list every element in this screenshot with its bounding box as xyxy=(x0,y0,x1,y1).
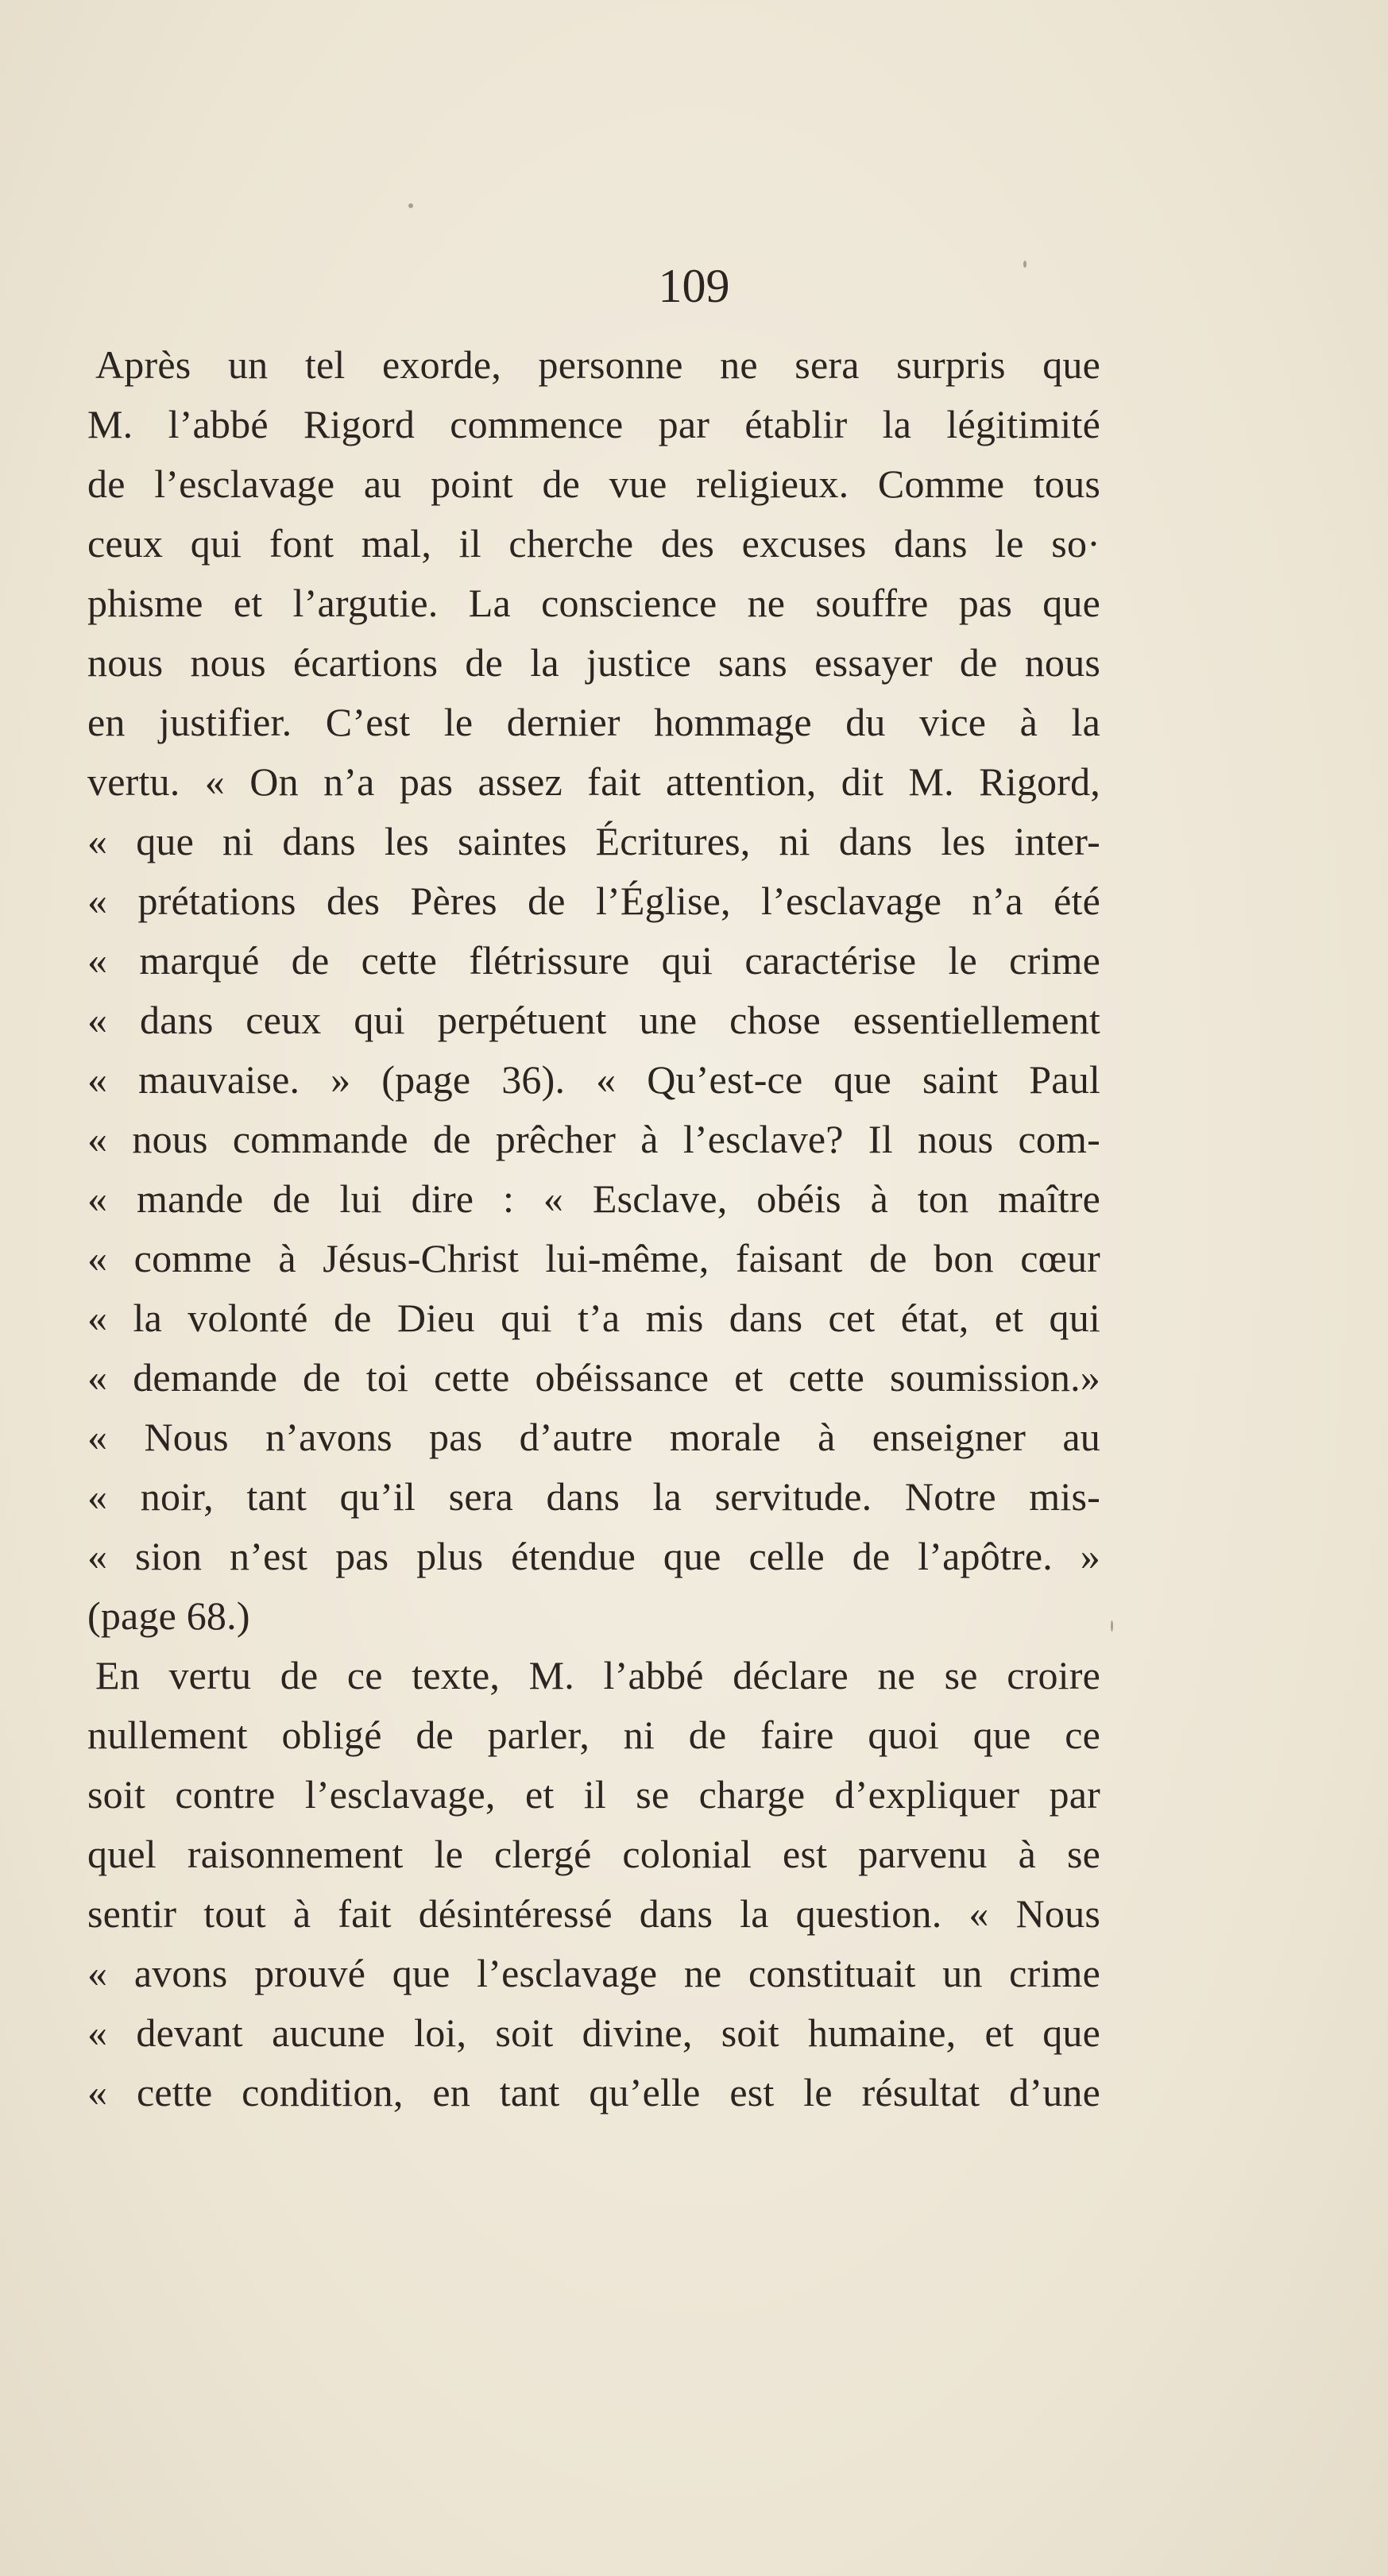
text-line: (page 68.) xyxy=(87,1593,250,1638)
text-line: de l’esclavage au point de vue religieux. Comme tous xyxy=(87,462,1100,506)
text-line: « prétations des Pères de l’Église, l’esclavage n’a été xyxy=(87,879,1100,923)
text-line: « marqué de cette flétrissure qui caractérise le crime xyxy=(87,938,1100,983)
text-line: « cette condition, en tant qu’elle est le résultat d’une xyxy=(87,2070,1100,2114)
text-line: « mauvaise. » (page 36). « Qu’est-ce que saint Paul xyxy=(87,1057,1100,1102)
text-line: en justifier. C’est le dernier hommage du vice à la xyxy=(87,700,1100,744)
text-line: ceux qui font mal, il cherche des excuses dans le so· xyxy=(87,521,1100,566)
text-line: « nous commande de prêcher à l’esclave? Il nous com- xyxy=(87,1117,1100,1161)
text-line: « que ni dans les saintes Écritures, ni dans les inter- xyxy=(87,819,1100,863)
text-line: phisme et l’argutie. La conscience ne souffre pas que xyxy=(87,581,1100,625)
text-line: « dans ceux qui perpétuent une chose essentiellement xyxy=(87,998,1100,1042)
text-line: « comme à Jésus-Christ lui-même, faisant de bon cœur xyxy=(87,1236,1100,1280)
text-line: soit contre l’esclavage, et il se charge d’expliquer par xyxy=(87,1772,1100,1817)
text-line: « mande de lui dire : « Esclave, obéis à ton maître xyxy=(87,1176,1100,1221)
text-line: sentir tout à fait désintéressé dans la question. « Nous xyxy=(87,1891,1100,1936)
text-line: « devant aucune loi, soit divine, soit humaine, et que xyxy=(87,2010,1100,2055)
text-line: M. l’abbé Rigord commence par établir la légitimité xyxy=(87,402,1100,446)
text-line: nullement obligé de parler, ni de faire quoi que ce xyxy=(87,1713,1100,1757)
text-line: Après un tel exorde, personne ne sera surpris que xyxy=(95,342,1100,387)
text-line: « demande de toi cette obéissance et cette soumission.» xyxy=(87,1355,1100,1400)
page-number: 109 xyxy=(658,260,730,312)
paper-speck xyxy=(1111,1620,1113,1632)
text-line: nous nous écartions de la justice sans essayer de nous xyxy=(87,640,1100,685)
text-line: quel raisonnement le clergé colonial est parvenu à se xyxy=(87,1832,1100,1876)
text-line: « avons prouvé que l’esclavage ne constituait un crime xyxy=(87,1951,1100,1995)
paper-speck xyxy=(408,203,413,208)
text-line: En vertu de ce texte, M. l’abbé déclare ne se croire xyxy=(95,1653,1100,1697)
body-text xyxy=(87,335,1100,2122)
text-line: « la volonté de Dieu qui t’a mis dans cet état, et qui xyxy=(87,1296,1100,1340)
text-line: « noir, tant qu’il sera dans la servitude. Notre mis- xyxy=(87,1474,1100,1519)
text-line: « sion n’est pas plus étendue que celle de l’apôtre. » xyxy=(87,1534,1100,1578)
text-line: vertu. « On n’a pas assez fait attention, dit M. Rigord, xyxy=(87,759,1100,804)
text-line: « Nous n’avons pas d’autre morale à enseigner au xyxy=(87,1415,1100,1459)
